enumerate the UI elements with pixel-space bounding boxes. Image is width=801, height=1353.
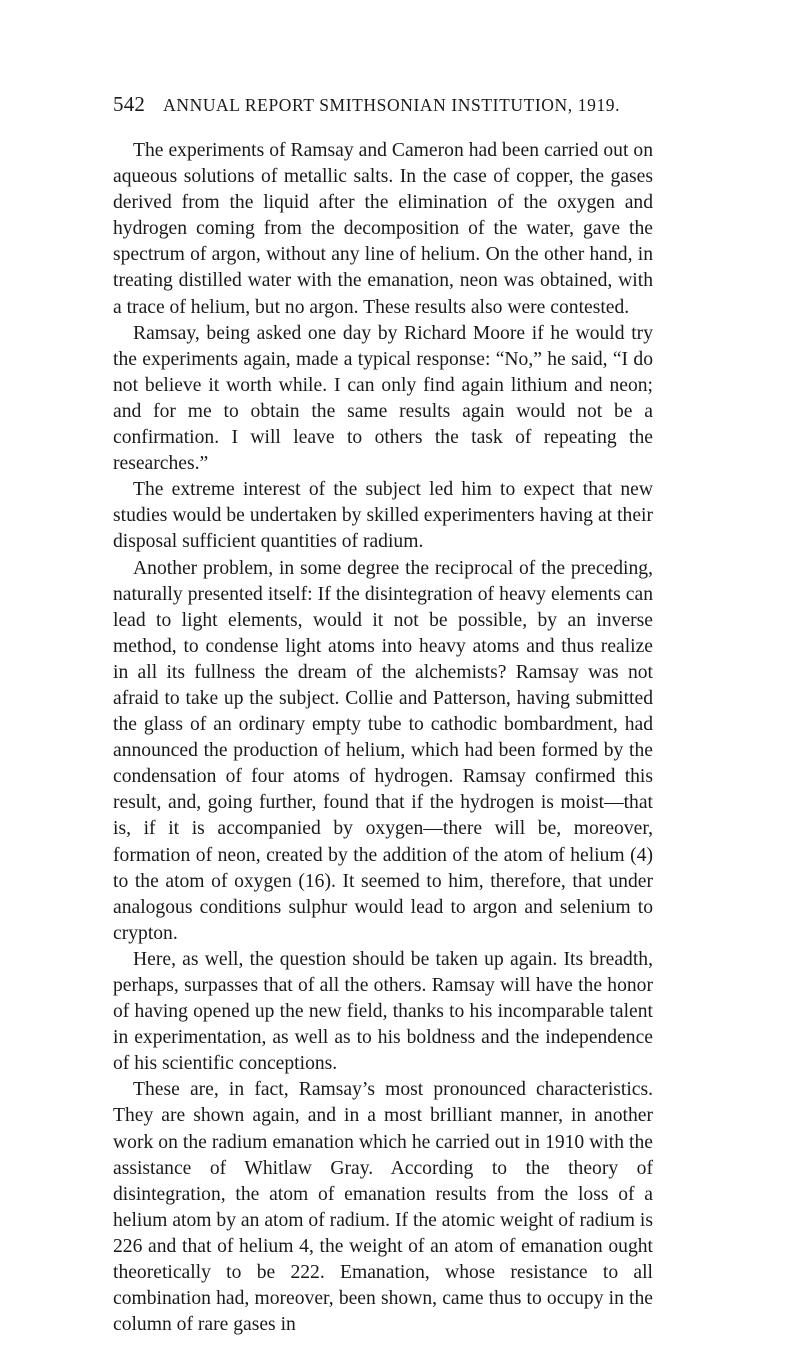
paragraph: These are, in fact, Ramsay’s most pronounced characteristics. They are shown again, and in a most brilliant manner, in another work on the radium emanation which he carried out in 1910 with the assistance of Whitlaw Gray. According to the theory of disintegration, the atom of emanation results from the loss of a helium atom by an atom of radium. If the atomic weight of radium is 226 and that of helium 4, the weight of an atom of emanation ought theoretically to be 222. Emanation, whose resistance to all combination had, moreover, been shown, came thus to occupy in the column of rare gases in	[113, 1079, 653, 1336]
body-text	[113, 138, 653, 1338]
paragraph: Another problem, in some degree the reciprocal of the preceding, naturally presented itself: If the disintegration of heavy elements can lead to light elements, would it not be possible, by an inverse method, to condense light atoms into heavy atoms and thus realize in all its fullness the dream of the alchemists? Ramsay was not afraid to take up the subject. Collie and Patterson, having submitted the glass of an ordinary empty tube to cathodic bombardment, had announced the production of helium, which had been formed by the condensation of four atoms of hydrogen. Ramsay confirmed this result, and, going further, found that if the hydrogen is moist—that is, if it is accompanied by oxygen—there will be, moreover, formation of neon, created by the addition of the atom of helium (4) to the atom of oxygen (16). It seemed to him, therefore, that under analogous conditions sulphur would lead to argon and selenium to crypton.	[113, 557, 653, 944]
running-title: ANNUAL REPORT SMITHSONIAN INSTITUTION, 1919.	[163, 95, 621, 115]
paragraph: The extreme interest of the subject led him to expect that new studies would be undertaken by skilled experimenters having at their disposal sufficient quantities of radium.	[113, 479, 653, 553]
paragraph: The experiments of Ramsay and Cameron had been carried out on aqueous solutions of metallic salts. In the case of copper, the gases derived from the liquid after the elimination of the oxygen and hydrogen coming from the decomposition of the water, gave the spectrum of argon, without any line of helium. On the other hand, in treating distilled water with the emanation, neon was obtained, with a trace of helium, but no argon. These results also were contested.	[113, 140, 653, 318]
paragraph: Here, as well, the question should be taken up again. Its breadth, perhaps, surpasses that of all the others. Ramsay will have the honor of having opened up the new field, thanks to his incomparable talent in experimentation, as well as to his boldness and the independence of his scientific conceptions.	[113, 948, 653, 1075]
running-head	[113, 92, 653, 117]
page-number: 542	[113, 92, 146, 116]
paragraph: Ramsay, being asked one day by Richard Moore if he would try the experiments again, made a typical response: “No,” he said, “I do not believe it worth while. I can only find again lithium and neon; and for me to obtain the same results again would not be a confirmation. I will leave to others the task of repeating the researches.”	[113, 322, 653, 475]
